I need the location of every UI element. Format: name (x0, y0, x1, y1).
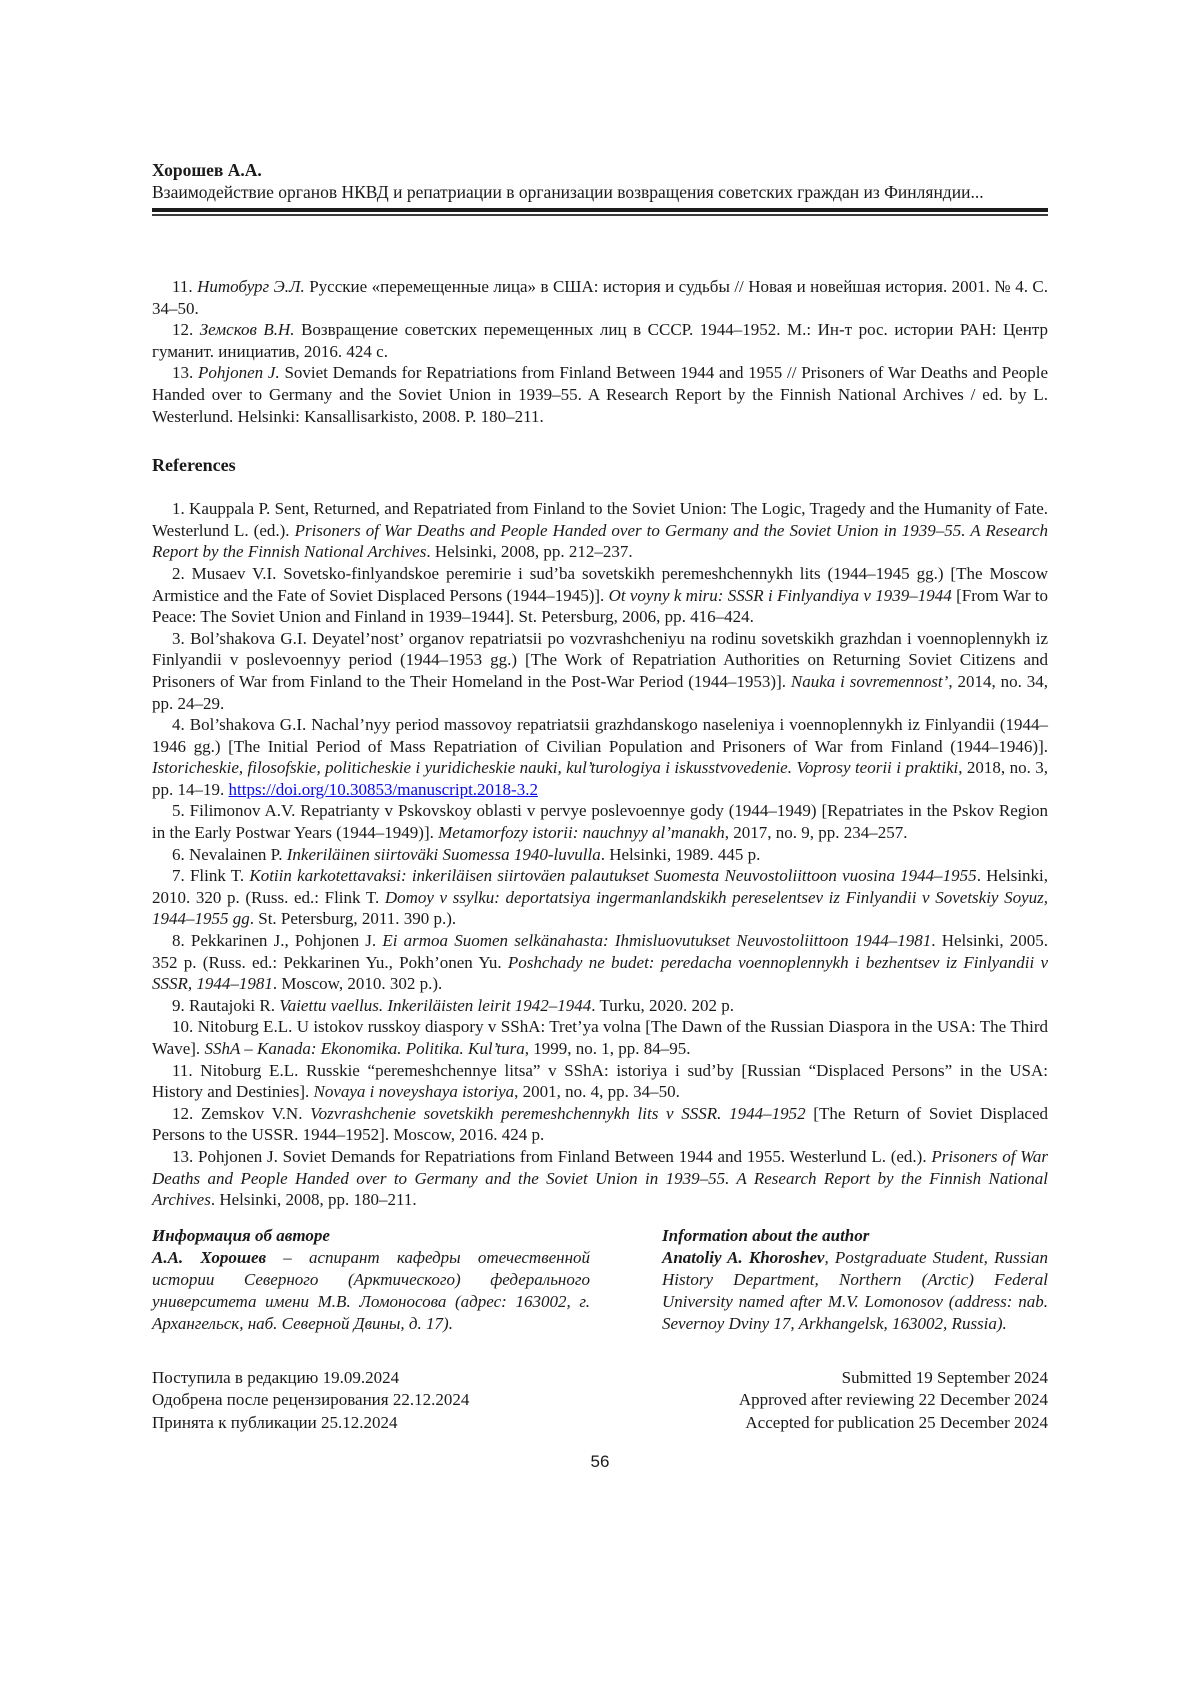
text: 2. Musaev V.I. Sovetsko-finlyandskoe peremirie i sud’ba sovetskikh peremeshchennykh lits (1944–1945 gg.) [The Moscow Armistice and the Fate of Soviet Displaced Persons (1944–1945)]. (152, 563, 1048, 605)
text: , 2001, no. 4, pp. 34–50. (514, 1082, 680, 1102)
date-line: Принята к публикации 25.12.2024 (152, 1412, 398, 1432)
text: 7. Flink T. (172, 866, 250, 886)
italic-text: Земсков В.Н. (199, 320, 295, 340)
text: 10. Nitoburg E.L. U istokov russkoy diaspory v SShA: Tret’ya volna [The Dawn of the Russian Diaspora in the USA: The Third Wave]. (152, 1017, 1048, 1058)
text: 8. Pekkarinen J., Pohjonen J. (172, 931, 383, 951)
italic-text: Prisoners of War Deaths and People Handed over to Germany and the Soviet Union in 1939–55. A Research Report by the Finnish National Archives (152, 1146, 1048, 1210)
text: 1. Kauppala P. Sent, Returned, and Repatriated from Finland to the Soviet Union: The Logic, Tragedy and the Humanity of Fate. Westerlund L. (ed.). (152, 499, 1048, 540)
author-info-en (662, 1225, 1048, 1335)
text: – аспирант кафедры отечественной истории Северного (Арктического) федерального университета имени М.В. Ломоносова (адрес: 163002, г. Архангельск, наб. Северной Двины, д. 17). (152, 1247, 590, 1333)
reference-item (152, 1103, 1048, 1146)
italic-text: Novaya i noveyshaya istoriya (313, 1082, 515, 1102)
running-head-author: Хорошев А.А. (152, 160, 262, 180)
date-line: Submitted 19 September 2024 (841, 1367, 1048, 1387)
dates-section (152, 1367, 1048, 1435)
date-line: Accepted for publication 25 December 2024 (745, 1412, 1048, 1432)
italic-text: Poshchady ne budet: peredacha voennoplennykh i bezhentsev iz Finlyandii v SSSR, 1944–1981 (152, 952, 1048, 994)
date-line: Approved after reviewing 22 December 2024 (738, 1390, 1048, 1410)
author-info-en-heading: Information about the author (662, 1225, 870, 1245)
italic-text: Metamorfozy istorii: nauchnyy al’manakh (438, 823, 725, 843)
text: 5. Filimonov A.V. Repatrianty v Pskovskoy oblasti v pervye poslevoennye gody (1944–1949) [Repatriates in the Pskov Region in the Early Postwar Years (1944–1949)]. (152, 801, 1048, 843)
text: 13. Pohjonen J. Soviet Demands for Repatriations from Finland Between 1944 and 1955. Westerlund L. (ed.). (172, 1146, 932, 1166)
text: 3. Bol’shakova G.I. Deyatel’nost’ organov repatriatsii po vozvrashcheniyu na rodinu sovetskikh grazhdan i voennoplennykh iz Finlyandii v poslevoennyy period (1944–1953 gg.) [The Work of Repatriation Authorities on Returning Soviet Citizens and Prisoners of War from Finland to the Their Homeland in the Post-War Period (1944–1953)]. (152, 628, 1048, 691)
italic-text: Prisoners of War Deaths and People Handed over to Germany and the Soviet Union in 1939–55. A Research Report by the Finnish National Archives (152, 520, 1048, 562)
reference-item (152, 800, 1048, 843)
italic-text: Istoricheskie, filosofskie, politicheskie i yuridicheskie nauki, kul’turologiya i iskusstvovedenie. Voprosy teorii i praktiki (152, 758, 959, 778)
text: , Postgraduate Student, Russian History Department, Northern (Arctic) Federal University named after M.V. Lomonosov (address: nab. Severnoy Dviny 17, Arkhangelsk, 163002, Russia). (662, 1247, 1048, 1333)
text: Soviet Demands for Repatriations from Finland Between 1944 and 1955 // Prisoners of War Deaths and People Handed over to Germany and the Soviet Union in 1939–55. A Research Report by the Finnish National Archives / ed. by L. Westerlund. Helsinki: Kansallisarkisto, 2008. P. 180–211. (152, 363, 1049, 426)
russian-reference-list (152, 276, 1048, 427)
submission-dates-ru (152, 1367, 590, 1435)
text: . Moscow, 2010. 302 p.). (272, 974, 443, 994)
text: Возвращение советских перемещенных лиц в СССР. 1944–1952. М.: Ин-т рос. истории РАН: Центр гуманит. инициатив, 2016. 424 с. (152, 320, 1048, 361)
italic-text: SShA – Kanada: Ekonomika. Politika. Kul’tura (204, 1039, 525, 1058)
reference-item (152, 1016, 1048, 1059)
text: . Turku, 2020. 202 p. (591, 995, 734, 1015)
author-info-ru-heading: Информация об авторе (152, 1225, 330, 1245)
text: 11. Nitoburg E.L. Russkie “peremeshchennye litsa” v SShA: istoriya i sud’by [Russian “Displaced Persons” in the USA: History and Destinies]. (152, 1060, 1048, 1102)
text: . Helsinki, 2008, pp. 212–237. (426, 542, 633, 562)
header-divider (152, 208, 1048, 216)
italic-text: Nauka i sovremennost’ (790, 671, 949, 691)
reference-item (152, 1146, 1048, 1211)
reference-item (152, 865, 1048, 930)
reference-item (152, 1060, 1048, 1103)
references-heading: References (152, 455, 236, 476)
reference-item (152, 930, 1048, 995)
text: 11. (172, 277, 198, 296)
italic-text: Vaiettu vaellus. Inkeriläisten leirit 1942–1944 (279, 995, 592, 1015)
author-name: Anatoliy A. Khoroshev (662, 1247, 825, 1267)
reference-list (152, 498, 1048, 1211)
page-number: 56 (590, 1452, 610, 1471)
submission-dates-en (662, 1367, 1048, 1435)
reference-item (152, 319, 1048, 362)
italic-text: Ot voyny k miru: SSSR i Finlyandiya v 1939–1944 (608, 585, 952, 605)
reference-item (152, 714, 1048, 800)
author-name: А.А. Хорошев (152, 1247, 267, 1267)
text: . St. Petersburg, 2011. 390 p.). (249, 909, 457, 929)
text: . Helsinki, 2010. 320 p. (Russ. ed.: Flink T. (152, 866, 1049, 907)
italic-text: Vozvrashchenie sovetskikh peremeshchennykh lits v SSSR. 1944–1952 (310, 1103, 806, 1123)
author-info-ru (152, 1225, 590, 1335)
author-info-en-text (662, 1247, 1048, 1335)
date-line: Поступила в редакцию 19.09.2024 (152, 1367, 400, 1387)
text: 12. (172, 320, 200, 340)
italic-text: Ei armoa Suomen selkänahasta: Ihmisluovutukset Neuvostoliittoon 1944–1981 (382, 931, 932, 951)
italic-text: Pohjonen J. (198, 363, 280, 383)
text: 9. Rautajoki R. (172, 995, 280, 1015)
text: , 2017, no. 9, pp. 234–257. (724, 823, 908, 843)
text: . Helsinki, 2005. 352 p. (Russ. ed.: Pekkarinen Yu., Pokh’onen Yu. (152, 931, 1049, 972)
author-info-section (152, 1225, 1048, 1335)
text: 4. Bol’shakova G.I. Nachal’nyy period massovoy repatriatsii grazhdanskogo naseleniya i voennoplennykh iz Finlyandii (1944–1946 gg.) [The Initial Period of Mass Repatriation of Civilian Population and Prisoners of War from Finland (1944–1946)]. (152, 715, 1048, 756)
text: . Helsinki, 1989. 445 p. (600, 844, 761, 864)
italic-text: Нитобург Э.Л. (197, 277, 305, 296)
text: , 2018, no. 3, pp. 14–19. (152, 758, 1048, 799)
reference-item (152, 276, 1048, 319)
italic-text: Domoy v ssylku: deportatsiya ingermanlandskikh pereselentsev iz Finlyandii v Sovetskiy Soyuz, 1944–1955 gg (152, 887, 1049, 929)
reference-item (152, 362, 1048, 427)
date-line: Одобрена после рецензирования 22.12.2024 (152, 1390, 470, 1410)
divider-thick-line (152, 208, 1048, 212)
reference-item (152, 628, 1048, 714)
reference-item (152, 563, 1048, 628)
italic-text: Inkeriläinen siirtoväki Suomessa 1940-luvulla (286, 844, 601, 864)
text: 12. Zemskov V.N. (172, 1103, 311, 1123)
text: , 1999, no. 1, pp. 84–95. (524, 1039, 691, 1058)
running-head-title: Взаимодействие органов НКВД и репатриации в организации возвращения советских граждан из Финляндии... (152, 181, 984, 202)
page-content (152, 160, 1048, 1434)
text: 6. Nevalainen P. (172, 844, 287, 864)
text: . Helsinki, 2008, pp. 180–211. (210, 1190, 417, 1210)
text: Русские «перемещенные лица» в США: история и судьбы // Новая и новейшая история. 2001. № 4. С. 34–50. (152, 277, 1048, 318)
text: , 2014, no. 34, pp. 24–29. (152, 671, 1049, 713)
author-info-ru-text (152, 1247, 590, 1335)
text: [The Return of Soviet Displaced Persons to the USSR. 1944–1952]. Moscow, 2016. 424 p. (152, 1103, 1048, 1145)
reference-item (152, 498, 1048, 563)
text: [From War to Peace: The Soviet Union and Finland in 1939–1944]. St. Petersburg, 2006, pp. 416–424. (152, 585, 1049, 627)
text: 13. (172, 363, 198, 383)
doi-link[interactable]: https://doi.org/10.30853/manuscript.2018-3.2 (228, 779, 538, 799)
reference-item (152, 844, 1048, 866)
divider-thin-line (152, 214, 1048, 216)
italic-text: Kotiin karkotettavaksi: inkeriläisen siirtoväen palautukset Suomesta Neuvostoliittoon vuosina 1944–1955 (249, 866, 977, 886)
reference-item (152, 995, 1048, 1017)
